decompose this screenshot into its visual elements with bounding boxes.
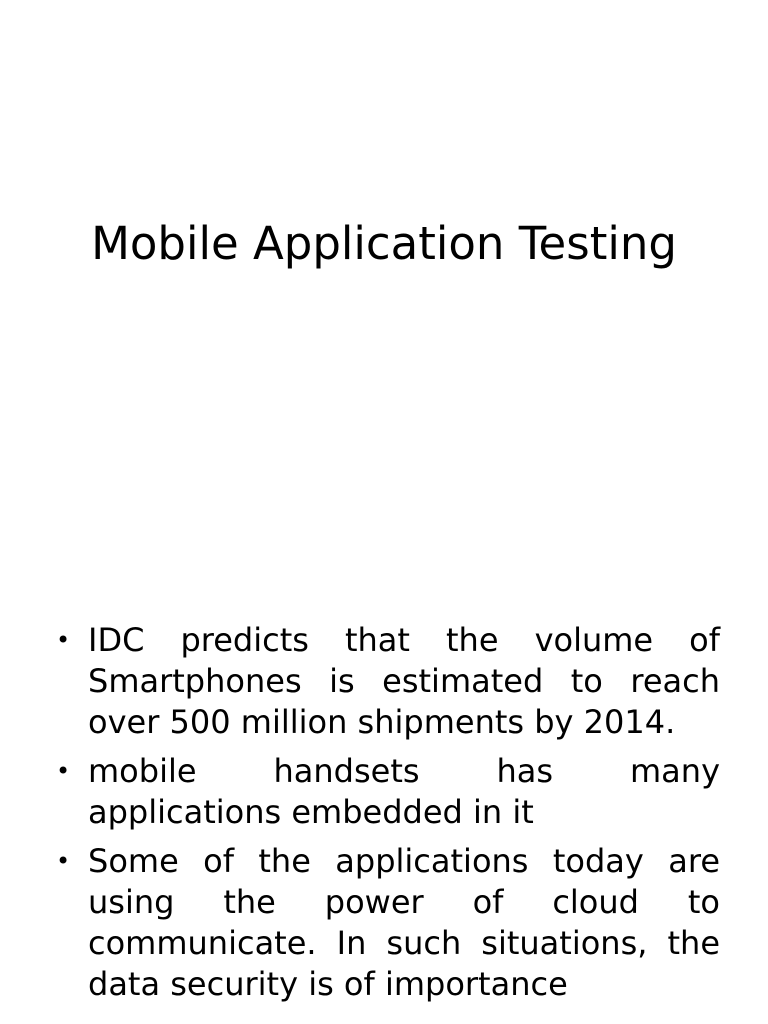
bullet-item-cloud-security [56,841,720,1005]
bullet-icon: • [56,847,71,875]
bullet-text: mobile handsets has many applications embedded in it [88,752,720,831]
bullet-list [56,620,720,1013]
bullet-item-mobile-handsets [56,751,720,833]
bullet-item-idc-prediction [56,620,720,743]
slide-title: Mobile Application Testing [91,217,677,270]
bullet-icon: • [56,757,71,785]
bullet-text: IDC predicts that the volume of Smartphones is estimated to reach over 500 million shipments by 2014. [88,621,720,741]
bullet-text: Some of the applications today are using the power of cloud to communicate. In such situations, the data security is of importance [88,842,720,1003]
bullet-icon: • [56,626,71,654]
